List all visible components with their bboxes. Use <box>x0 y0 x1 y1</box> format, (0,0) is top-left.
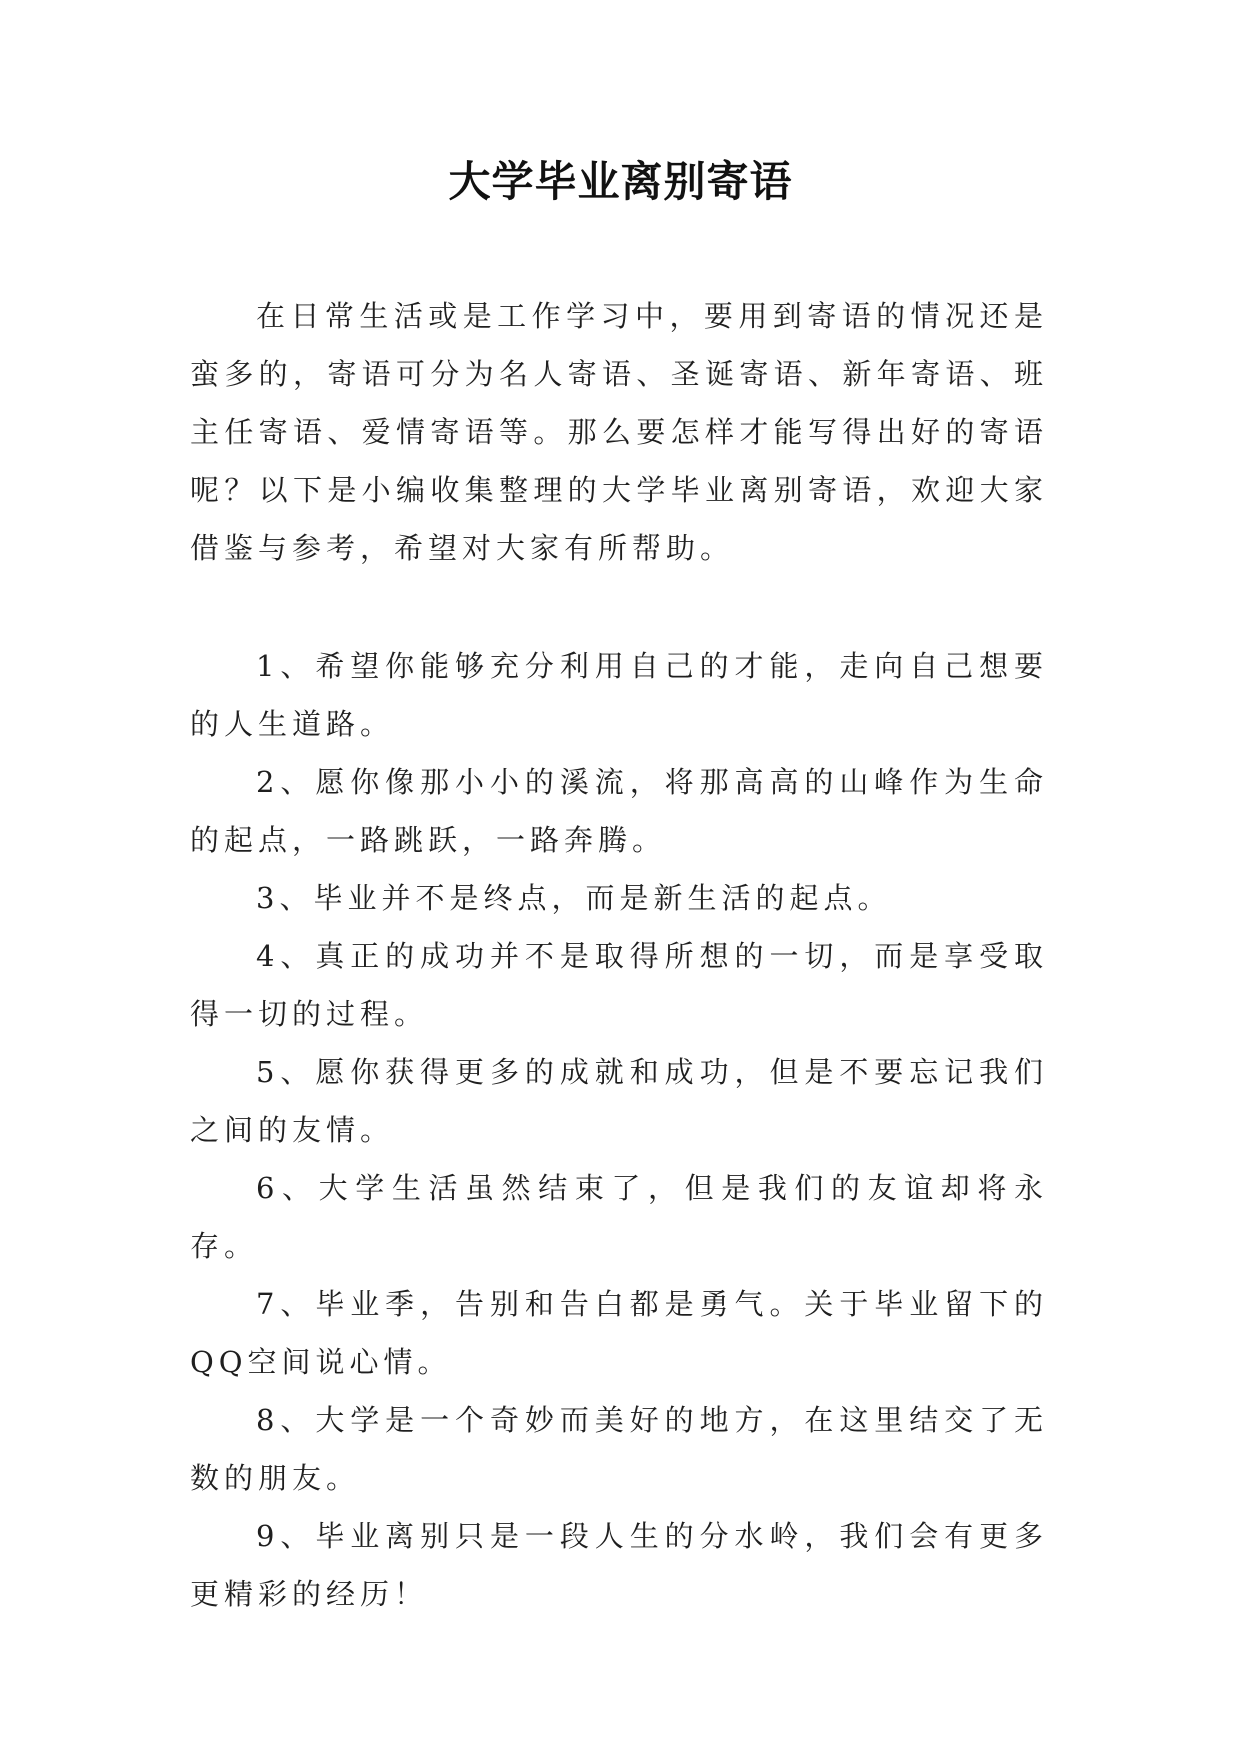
list-item: 3、毕业并不是终点，而是新生活的起点。 <box>256 881 892 915</box>
list-item: 6、大学生活虽然结束了，但是我们的友谊却将永存。 <box>190 1171 1048 1263</box>
list-item: 9、毕业离别只是一段人生的分水岭，我们会有更多更精彩的经历！ <box>190 1519 1048 1611</box>
list-item: 7、毕业季，告别和告白都是勇气。关于毕业留下的QQ空间说心情。 <box>190 1287 1048 1379</box>
document-title: 大学毕业离别寄语 <box>448 157 793 206</box>
list-item: 8、大学是一个奇妙而美好的地方，在这里结交了无数的朋友。 <box>190 1403 1048 1495</box>
list-item: 2、愿你像那小小的溪流，将那高高的山峰作为生命的起点，一路跳跃，一路奔腾。 <box>190 765 1048 857</box>
list-item: 4、真正的成功并不是取得所想的一切，而是享受取得一切的过程。 <box>190 939 1048 1031</box>
intro-paragraph: 在日常生活或是工作学习中，要用到寄语的情况还是蛮多的，寄语可分为名人寄语、圣诞寄语、新年寄语、班主任寄语、爱情寄语等。那么要怎样才能写得出好的寄语呢？以下是小编收集整理的大学毕业离别寄语，欢迎大家借鉴与参考，希望对大家有所帮助。 <box>190 299 1048 565</box>
wishes-list <box>190 637 1048 1623</box>
list-item: 1、希望你能够充分利用自己的才能，走向自己想要的人生道路。 <box>190 649 1048 741</box>
list-item: 5、愿你获得更多的成就和成功，但是不要忘记我们之间的友情。 <box>190 1055 1048 1147</box>
